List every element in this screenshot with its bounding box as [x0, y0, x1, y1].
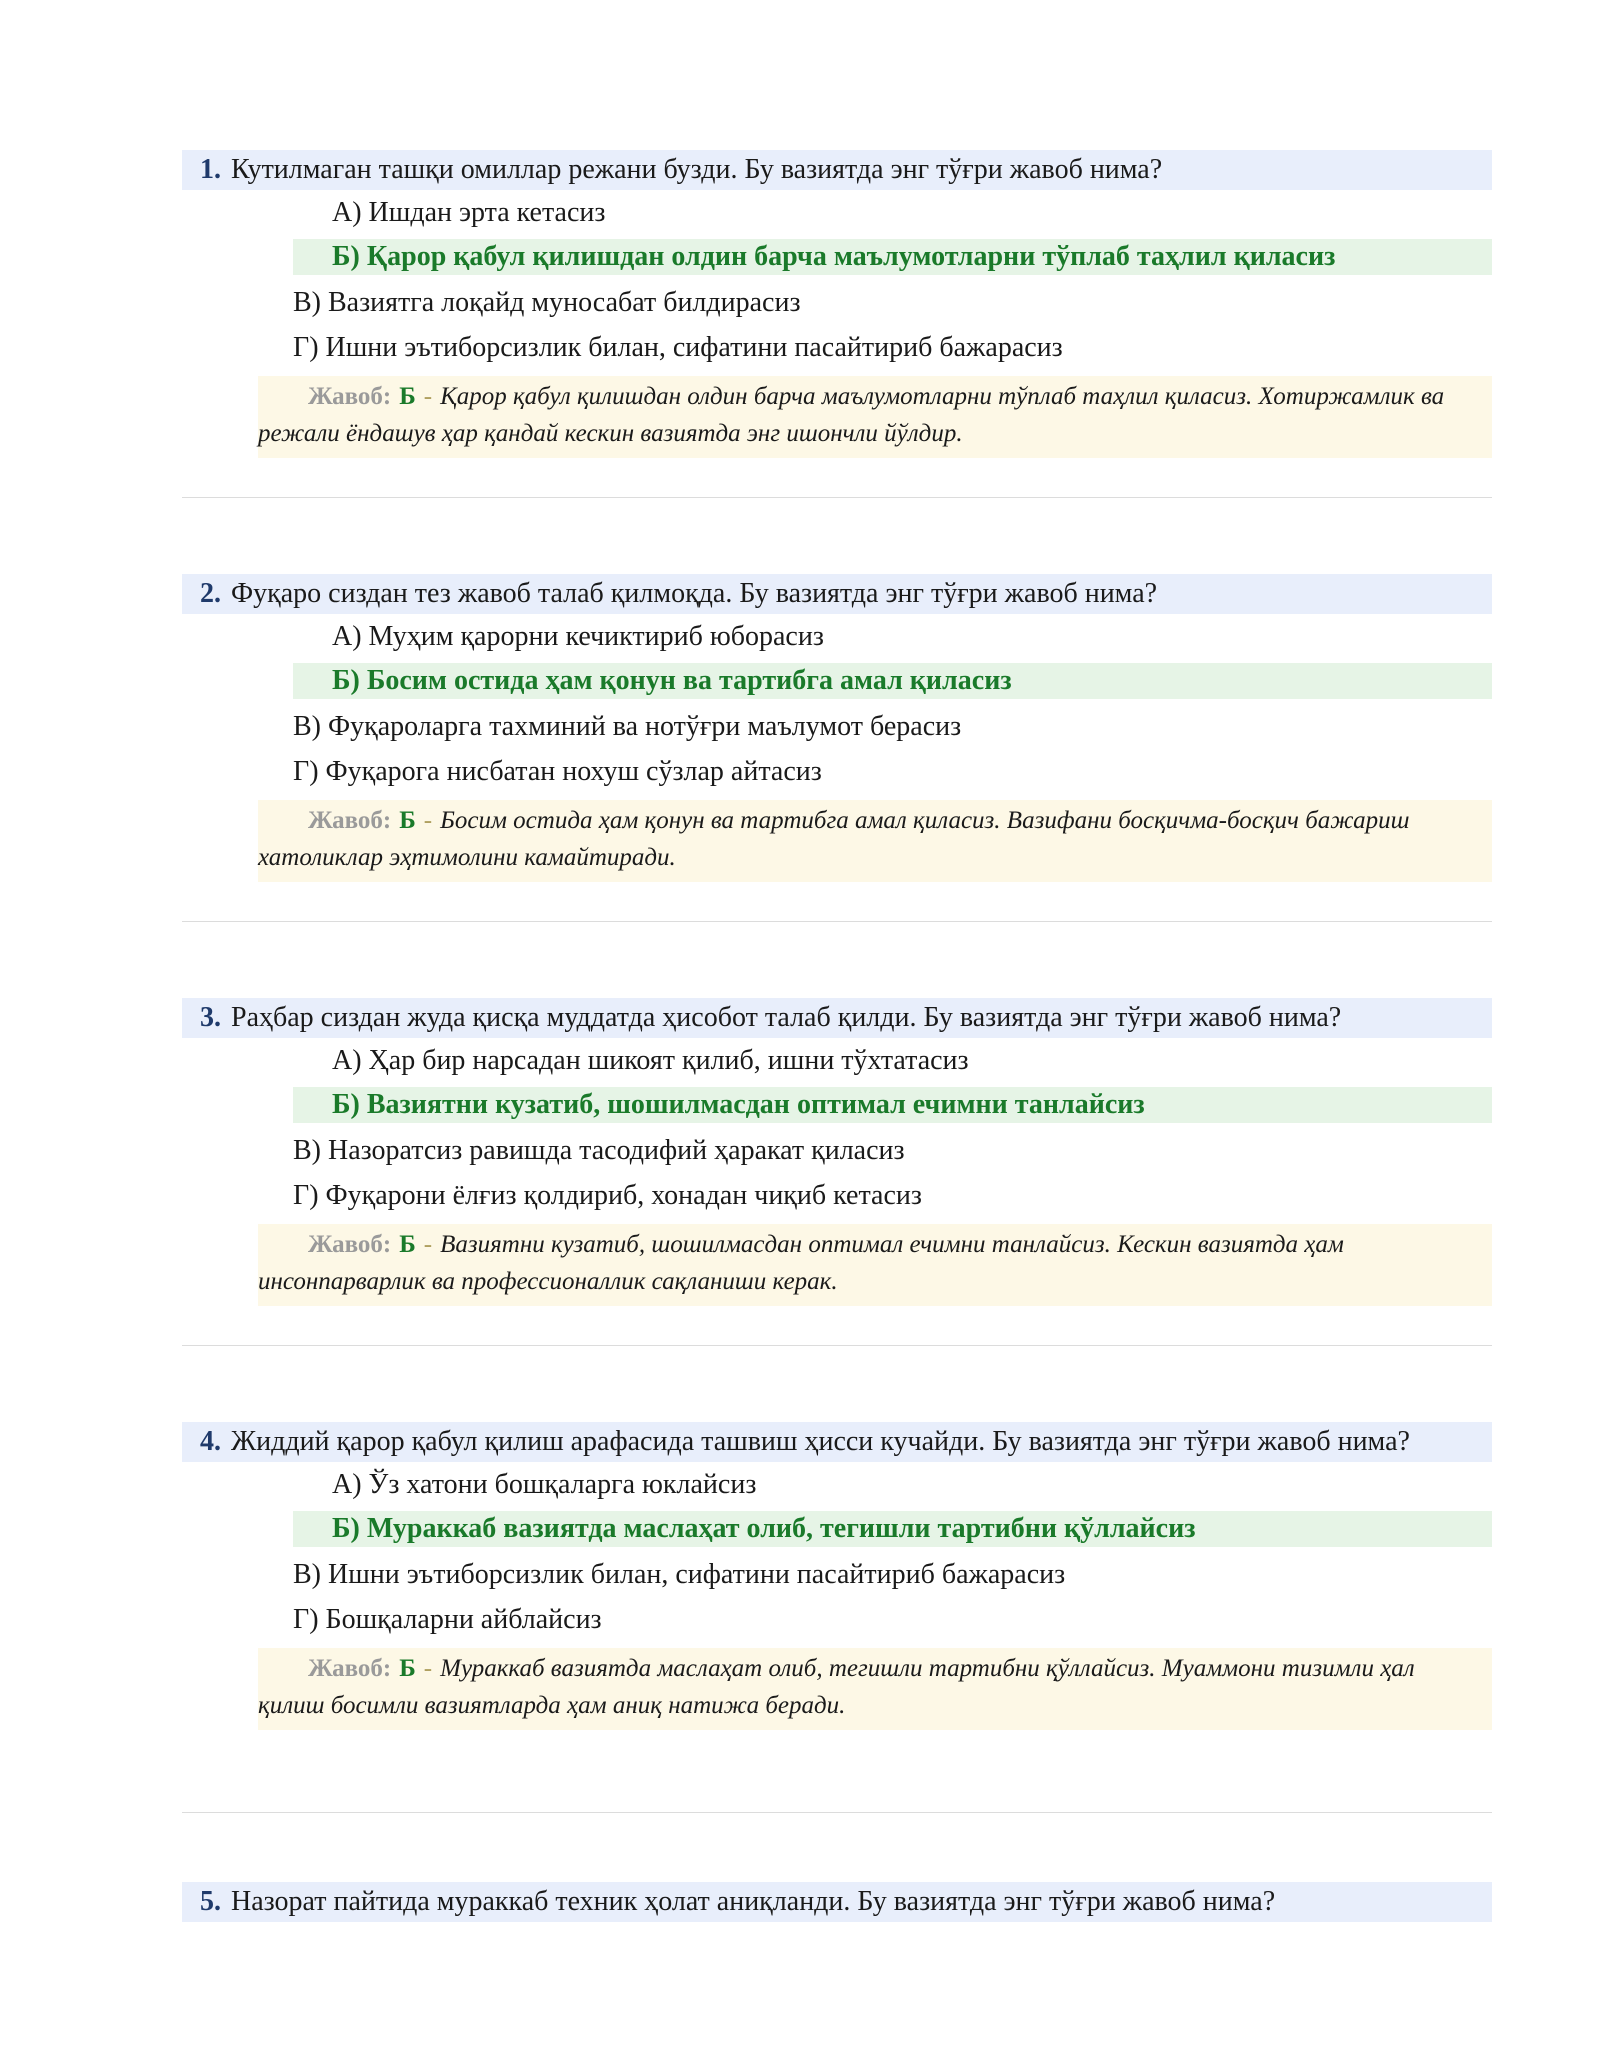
answer-box [258, 1224, 1492, 1306]
option-d: Г) Ишни эътиборсизлик билан, сифатини пасайтириб бажарасиз [293, 332, 1063, 363]
question-2 [182, 574, 1492, 998]
document-body [182, 150, 1492, 1922]
answer-dash: - [423, 1655, 433, 1682]
answer-label: Жавоб: [308, 383, 392, 410]
option-d: Г) Фуқарога нисбатан нохуш сўзлар айтасиз [293, 756, 822, 787]
question-5 [182, 1882, 1492, 1922]
answer-label: Жавоб: [308, 1655, 392, 1682]
question-heading [182, 1422, 1492, 1462]
option-a: А) Ишдан эрта кетасиз [332, 197, 606, 228]
answer-letter: Б [399, 807, 416, 834]
question-1 [182, 150, 1492, 574]
question-number: 5. [200, 1886, 221, 1917]
answer-dash: - [423, 807, 433, 834]
option-c: В) Фуқароларга тахминий ва нотўғри маълумот берасиз [293, 711, 962, 742]
answer-explanation: Мураккаб вазиятда маслаҳат олиб, тегишли тартибни қўллайсиз. Муаммони тизимли ҳал қилиш босимли вазиятларда ҳам аниқ натижа беради. [258, 1655, 1415, 1719]
answer-dash: - [423, 1231, 433, 1258]
question-number: 2. [200, 578, 221, 609]
question-heading [182, 574, 1492, 614]
option-b-correct: Б) Мураккаб вазиятда маслаҳат олиб, тегишли тартибни қўллайсиз [293, 1511, 1492, 1547]
answer-explanation: Қарор қабул қилишдан олдин барча маълумотларни тўплаб таҳлил қиласиз. Хотиржамлик ва режали ёндашув ҳар қандай кескин вазиятда энг ишончли йўлдир. [258, 383, 1445, 447]
question-text: Кутилмаган ташқи омиллар режани бузди. Бу вазиятда энг тўғри жавоб нима? [231, 154, 1163, 185]
option-c: В) Вазиятга лоқайд муносабат билдирасиз [293, 287, 801, 318]
option-d: Г) Бошқаларни айблайсиз [293, 1604, 602, 1635]
option-a: А) Ҳар бир нарсадан шикоят қилиб, ишни тўхтатасиз [332, 1045, 969, 1076]
option-d: Г) Фуқарони ёлғиз қолдириб, хонадан чиқиб кетасиз [293, 1180, 922, 1211]
divider [182, 497, 1492, 498]
question-text: Назорат пайтида мураккаб техник ҳолат аниқланди. Бу вазиятда энг тўғри жавоб нима? [231, 1886, 1276, 1917]
answer-dash: - [423, 383, 433, 410]
answer-letter: Б [399, 1231, 416, 1258]
question-4 [182, 1422, 1492, 1882]
question-heading [182, 1882, 1492, 1922]
divider [182, 1345, 1492, 1346]
question-text: Раҳбар сиздан жуда қисқа муддатда ҳисобот талаб қилди. Бу вазиятда энг тўғри жавоб нима? [231, 1002, 1342, 1033]
question-number: 4. [200, 1426, 221, 1457]
option-b-correct: Б) Вазиятни кузатиб, шошилмасдан оптимал ечимни танлайсиз [293, 1087, 1492, 1123]
question-number: 1. [200, 154, 221, 185]
question-heading [182, 998, 1492, 1038]
answer-letter: Б [399, 383, 416, 410]
answer-label: Жавоб: [308, 1231, 392, 1258]
question-heading [182, 150, 1492, 190]
question-text: Жиддий қарор қабул қилиш арафасида ташвиш ҳисси кучайди. Бу вазиятда энг тўғри жавоб нима? [231, 1426, 1410, 1457]
divider [182, 1812, 1492, 1813]
option-c: В) Ишни эътиборсизлик билан, сифатини пасайтириб бажарасиз [293, 1559, 1066, 1590]
answer-box [258, 1648, 1492, 1730]
option-b-correct: Б) Босим остида ҳам қонун ва тартибга амал қиласиз [293, 663, 1492, 699]
divider [182, 921, 1492, 922]
option-a: А) Ўз хатони бошқаларга юклайсиз [332, 1469, 757, 1500]
answer-box [258, 800, 1492, 882]
option-b-correct: Б) Қарор қабул қилишдан олдин барча маълумотларни тўплаб таҳлил қиласиз [293, 239, 1492, 275]
option-a: А) Муҳим қарорни кечиктириб юборасиз [332, 621, 824, 652]
answer-explanation: Босим остида ҳам қонун ва тартибга амал қиласиз. Вазифани босқичма-босқич бажариш хатоликлар эҳтимолини камайтиради. [258, 807, 1410, 871]
question-3 [182, 998, 1492, 1422]
answer-label: Жавоб: [308, 807, 392, 834]
answer-letter: Б [399, 1655, 416, 1682]
option-c: В) Назоратсиз равишда тасодифий ҳаракат қиласиз [293, 1135, 905, 1166]
question-number: 3. [200, 1002, 221, 1033]
answer-box [258, 376, 1492, 458]
question-text: Фуқаро сиздан тез жавоб талаб қилмоқда. Бу вазиятда энг тўғри жавоб нима? [231, 578, 1158, 609]
answer-explanation: Вазиятни кузатиб, шошилмасдан оптимал ечимни танлайсиз. Кескин вазиятда ҳам инсонпарварлик ва профессионаллик сақланиши керак. [258, 1231, 1344, 1295]
